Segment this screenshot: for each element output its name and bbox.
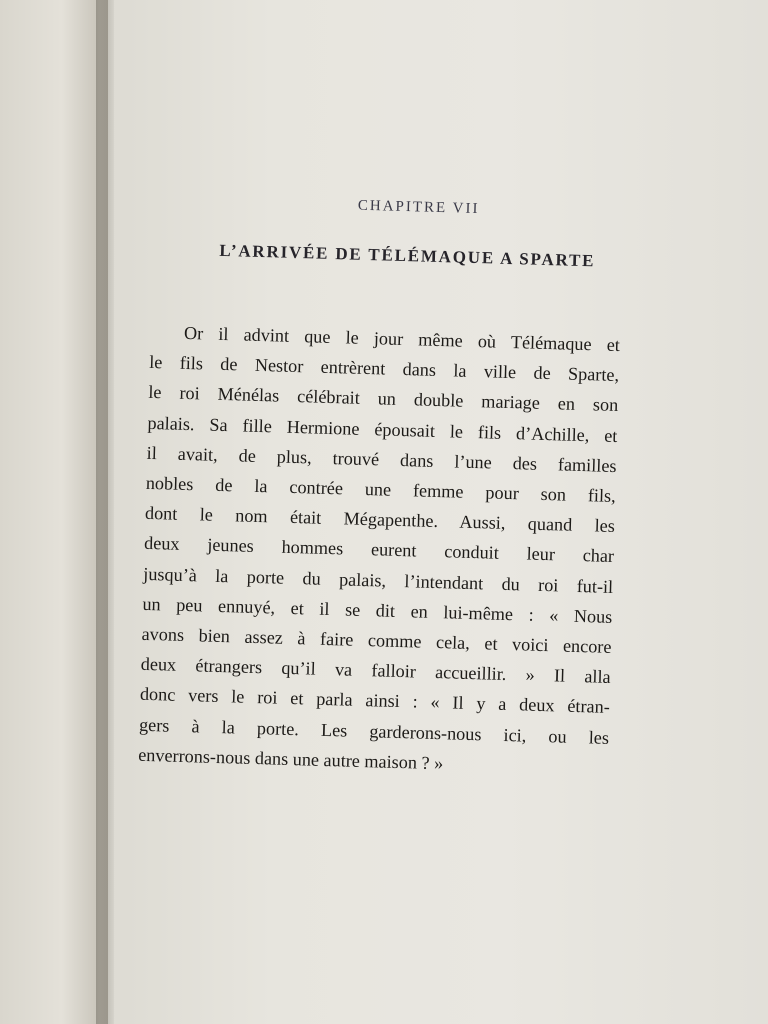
text-line: nobles de la contrée une femme pour son fils,	[145, 472, 616, 507]
text-line: le fils de Nestor entrèrent dans la ville de Sparte,	[148, 352, 620, 386]
chapter-title: L’ARRIVÉE DE TÉLÉMAQUE A SPARTE	[219, 240, 596, 271]
text-line: deux jeunes hommes eurent conduit leur char	[143, 533, 615, 567]
text-line: deux étrangers qu’il va falloir accueillir. » Il alla	[140, 654, 611, 688]
page-content	[138, 192, 624, 783]
text-line: gers à la porte. Les garderons-nous ici, ou les	[138, 714, 610, 748]
text-line: donc vers le roi et parla ainsi : « Il y a deux étran-	[139, 684, 611, 718]
chapter-number: CHAPITRE VII	[357, 197, 480, 218]
book-gutter-shadow	[96, 0, 114, 1024]
text-line: il avait, de plus, trouvé dans l’une des familles	[146, 442, 617, 476]
text-line: jusqu’à la porte du palais, l’intendant du roi fut-il	[143, 563, 614, 597]
text-line: dont le nom était Mégapenthe. Aussi, quand les	[144, 503, 616, 537]
book-page	[108, 0, 768, 1024]
text-line: Or il advint que le jour même où Télémaque et	[183, 322, 621, 356]
chapter-paragraph	[138, 317, 620, 783]
text-line: le roi Ménélas célébrait un double mariage en son	[148, 382, 619, 416]
text-line: un peu ennuyé, et il se dit en lui-même : « Nous	[142, 593, 613, 627]
text-line: palais. Sa fille Hermione épousait le fils d’Achille, et	[147, 412, 618, 446]
text-line: enverrons-nous dans une autre maison ? »	[138, 744, 444, 774]
text-line: avons bien assez à faire comme cela, et voici encore	[141, 623, 612, 657]
